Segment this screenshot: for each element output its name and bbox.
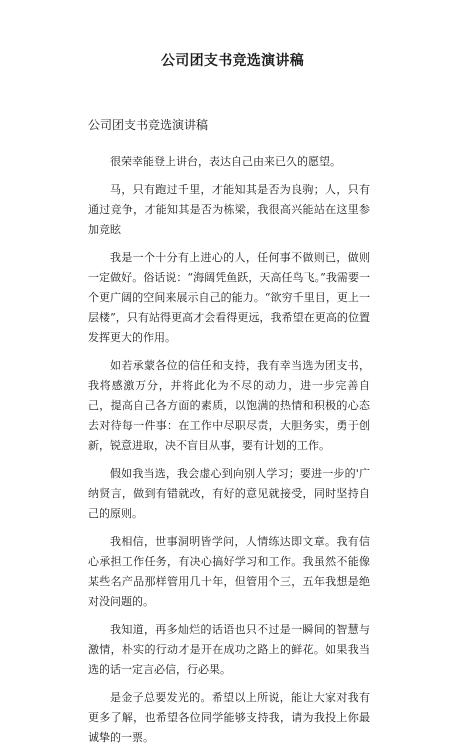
paragraph: 很荣幸能登上讲台，表达自己由来已久的愿望。 (110, 155, 341, 168)
paragraph: 马，只有跑过千里，才能知其是否为良驹；人，只有通过竞争，才能知其是否为栋梁，我很高兴能站在这里参加竞眩 (88, 183, 370, 236)
paragraph: 是金子总要发光的。希望以上所说，能让大家对我有更多了解，也希望各位同学能够支持我，请为我投上你最诚挚的一票。 (88, 691, 370, 744)
paragraph: 我是一个十分有上进心的人，任何事不做则已，做则一定做好。俗话说：“海阔凭鱼跃，天高任鸟飞。”我需要一个更广阔的空间来展示自己的能力。“欲穷千里目，更上一层楼”，只有站得更高才会看得更远，我希望在更高的位置发挥更大的作用。 (88, 251, 370, 344)
paragraph: 如若承蒙各位的信任和支持，我有幸当选为团支书，我将感激万分，并将此化为不尽的动力，进一步完善自己，提高自己各方面的素质，以饱满的热情和积极的心态去对待每一件事：在工作中尽职尽责，大胆务实，勇于创新，锐意进取，决不盲目从事，要有计划的工作。 (88, 359, 370, 452)
paragraph: 我相信，世事洞明皆学问，人情练达即文章。我有信心承担工作任务，有决心搞好学习和工作。我虽然不能像某些名产品那样管用几十年，但管用个三，五年我想是绝对没问题的。 (88, 535, 370, 608)
paragraph: 假如我当选，我会虚心到向别人学习；要进一步的'广纳贤言，做到有错就改，有好的意见就接受，同时坚持自己的原则。 (88, 467, 370, 520)
document-body (88, 152, 370, 756)
paragraph: 我知道，再多灿烂的话语也只不过是一瞬间的智慧与激情，朴实的行动才是开在成功之路上的鲜花。如果我当选的话一定言必信，行必果。 (88, 623, 370, 676)
document-subtitle: 公司团支书竞选演讲稿 (88, 118, 209, 132)
document-title: 公司团支书竞选演讲稿 (161, 53, 304, 69)
